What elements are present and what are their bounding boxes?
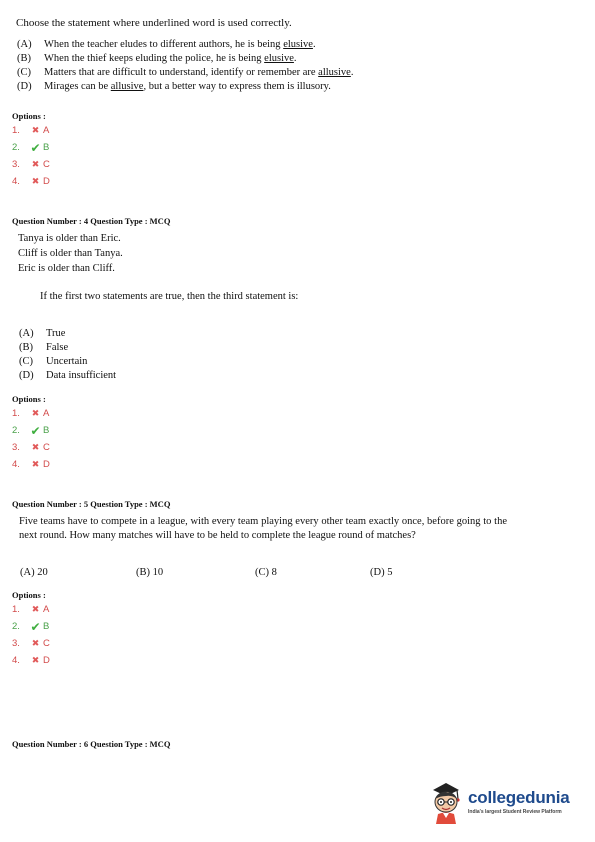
option-a: (A) True [19,328,66,339]
answer-choices [12,122,50,190]
choice-4[interactable]: 4. ✖ D [12,655,50,666]
cross-icon: ✖ [31,655,40,665]
options-heading: Options : [12,394,46,404]
choice-3[interactable]: 3. ✖ C [12,638,50,649]
option-d: (D) 5 [370,567,393,578]
cross-icon: ✖ [31,408,40,418]
choice-4[interactable]: 4. ✖ D [12,176,50,187]
question-3-options-list [17,38,353,94]
choice-1[interactable]: 1. ✖ A [12,408,50,419]
choice-1[interactable]: 1. ✖ A [12,604,50,615]
question-5-text: Five teams have to compete in a league, with every team playing every other team exactly once, before going to the next round. How many matches will have to be held to complete the league round of matches? [19,516,507,541]
option-a: (A) When the teacher eludes to different authors, he is being elusive. [17,39,316,50]
answer-choices [12,601,50,669]
option-d: (D) Data insufficient [19,370,117,381]
choice-2[interactable]: 2. ✔ B [12,140,50,155]
mascot-icon [426,778,466,824]
underlined-word: allusive [318,67,351,78]
question-4-prompt: If the first two statements are true, then the third statement is: [40,291,299,302]
question-5-header: Question Number : 5 Question Type : MCQ [12,499,171,509]
underlined-word: elusive [264,53,294,64]
question-6-header: Question Number : 6 Question Type : MCQ [12,739,171,749]
choice-3[interactable]: 3. ✖ C [12,159,50,170]
option-b: (B) False [19,342,69,353]
option-a: (A) 20 [20,567,48,578]
option-d: (D) Mirages can be allusive, but a better way to express them is illusory. [17,81,331,92]
cross-icon: ✖ [31,159,40,169]
statement-line: Cliff is older than Tanya. [18,248,123,259]
options-heading: Options : [12,111,46,121]
underlined-word: allusive [110,81,144,92]
cross-icon: ✖ [31,442,40,452]
question-3-stem: Choose the statement where underlined word is used correctly. [16,17,292,29]
question-4-statements [18,231,123,276]
option-b: (B) 10 [136,567,164,578]
option-c: (C) Matters that are difficult to understand, identify or remember are allusive. [17,67,354,78]
cross-icon: ✖ [31,459,40,469]
option-c: (C) Uncertain [19,356,88,367]
collegedunia-logo [426,778,570,824]
choice-2[interactable]: 2. ✔ B [12,423,50,438]
options-heading: Options : [12,590,46,600]
statement-line: Eric is older than Cliff. [18,263,115,274]
choice-4[interactable]: 4. ✖ D [12,459,50,470]
logo-tagline: India's largest Student Review Platform [468,808,562,815]
check-icon: ✔ [30,140,41,155]
underlined-word: elusive [283,39,313,50]
logo-wordmark: collegedunia [468,787,570,807]
answer-choices [12,405,50,473]
cross-icon: ✖ [31,638,40,648]
choice-2[interactable]: 2. ✔ B [12,619,50,634]
statement-line: Tanya is older than Eric. [18,233,121,244]
choice-1[interactable]: 1. ✖ A [12,125,50,136]
cross-icon: ✖ [31,125,40,135]
option-c: (C) 8 [255,567,277,578]
option-b: (B) When the thief keeps eluding the police, he is being elusive. [17,53,297,64]
check-icon: ✔ [30,619,41,634]
choice-3[interactable]: 3. ✖ C [12,442,50,453]
question-4-options-list [19,327,116,383]
cross-icon: ✖ [31,604,40,614]
question-4-header: Question Number : 4 Question Type : MCQ [12,216,171,226]
cross-icon: ✖ [31,176,40,186]
check-icon: ✔ [30,423,41,438]
